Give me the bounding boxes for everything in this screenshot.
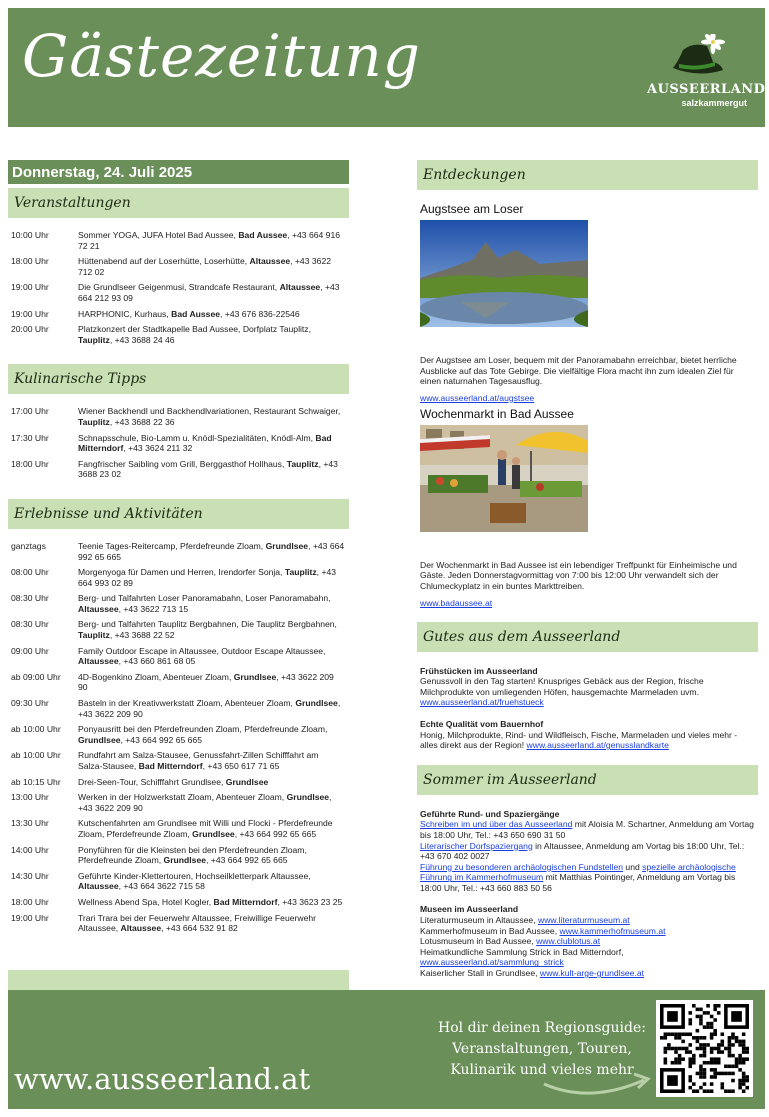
sommer-title: Geführte Rund- und Spaziergänge bbox=[420, 808, 560, 819]
event-location: Altaussee bbox=[120, 923, 162, 934]
event-location: Bad Mitterndorf bbox=[138, 761, 203, 771]
event-time: ganztags bbox=[11, 540, 46, 551]
kult-arge-link[interactable]: www.kult-arge-grundlsee.at bbox=[539, 968, 645, 979]
sommer-text: in Altaussee, Anmeldung am Vortag bis 18:00 Uhr, Tel.: +43 670 402 0027 bbox=[420, 840, 745, 862]
event-description: Geführte Kinder-Klettertouren, Hochseilkletterpark Altaussee, Altaussee, +43 664 3622 715 58 bbox=[78, 870, 311, 892]
gutes-title: Frühstücken im Ausseerland bbox=[420, 665, 538, 676]
event-description: Trari Trara bei der Feuerwehr Altaussee, Freiwillige Feuerwehr Altaussee, Altaussee, +43 664 532 91 82 bbox=[78, 912, 317, 934]
entdeckung-description: Der Augstsee am Loser, bequem mit der Panoramabahn erreichbar, bietet herrliche Ausblicke auf das Tote Gebirge. Die vielfältige Flora macht ihn zum idealen Ziel für einen naturnahen Tagesausflug. bbox=[420, 355, 737, 387]
event-time: 18:00 Uhr bbox=[11, 458, 49, 469]
event-time: 18:00 Uhr bbox=[11, 256, 49, 267]
right-column bbox=[417, 160, 758, 979]
event-location: Altaussee bbox=[249, 256, 291, 267]
gutes-block-fruehstueck bbox=[417, 666, 758, 708]
entdeckung-title: Wochenmarkt in Bad Aussee bbox=[420, 406, 574, 421]
event-location: Grundlsee bbox=[192, 828, 235, 839]
sommer-block-museen bbox=[417, 904, 758, 978]
event-row bbox=[8, 309, 349, 320]
event-description: Family Outdoor Escape in Altaussee, Outdoor Escape Altaussee, Altaussee, +43 660 861 68 05 bbox=[78, 645, 326, 667]
sommer-title: Museen im Ausseerland bbox=[420, 904, 519, 915]
event-location: Tauplitz bbox=[78, 416, 110, 427]
event-time: 08:00 Uhr bbox=[11, 567, 49, 578]
badaussee-link[interactable]: www.badaussee.at bbox=[420, 597, 493, 608]
fundstellen-link[interactable]: Führung zu besonderen archäologischen Fundstellen bbox=[420, 861, 624, 872]
section-heading-gutes: Gutes aus dem Ausseerland bbox=[417, 622, 758, 652]
event-description: Fangfrischer Saibling vom Grill, Berggasthof Hollhaus, Tauplitz, +43 3688 23 02 bbox=[78, 458, 338, 480]
event-row bbox=[8, 433, 349, 454]
event-description: Sommer YOGA, JUFA Hotel Bad Aussee, Bad Aussee, +43 664 916 72 21 bbox=[78, 230, 341, 251]
sommer-text: mit Aloisia M. Schartner, Anmeldung am Vortag bis 18:00 Uhr, Tel.: +43 650 690 31 50 bbox=[420, 819, 754, 840]
event-time: 19:00 Uhr bbox=[11, 308, 49, 319]
event-row bbox=[8, 724, 349, 745]
event-row bbox=[8, 792, 349, 813]
event-location: Grundlsee bbox=[163, 855, 207, 866]
event-location: Grundlsee bbox=[225, 776, 269, 787]
event-time: 19:00 Uhr bbox=[11, 282, 49, 293]
erlebnisse-list bbox=[8, 529, 349, 953]
event-time: 19:00 Uhr bbox=[11, 912, 49, 923]
event-time: 17:30 Uhr bbox=[11, 432, 49, 443]
event-location: Altaussee bbox=[78, 603, 119, 614]
clublotus-link[interactable]: www.clublotus.at bbox=[536, 936, 601, 947]
gutes-block-bauernhof bbox=[417, 719, 758, 751]
section-heading-sommer: Sommer im Ausseerland bbox=[417, 765, 758, 795]
event-row bbox=[8, 871, 349, 892]
logo-name: AUSSEERLAND bbox=[647, 82, 766, 97]
event-location: Grundlsee bbox=[233, 671, 277, 682]
event-time: 17:00 Uhr bbox=[11, 406, 49, 417]
footer-strip bbox=[8, 970, 349, 990]
event-location: Grundlsee bbox=[265, 540, 309, 551]
event-description: Schnapsschule, Bio-Lamm u. Knödl-Spezialitäten, Knödl-Alm, Bad Mitterndorf, +43 3624 211 32 bbox=[78, 432, 332, 454]
kammerhof-fuehrung-link[interactable]: spezielle archäologische Führung im Kammerhofmuseum bbox=[420, 861, 736, 883]
hat-icon bbox=[669, 34, 725, 82]
kammerhofmuseum-link[interactable]: www.kammerhofmuseum.at bbox=[559, 925, 666, 936]
event-location: Altaussee bbox=[78, 656, 119, 667]
event-time: 13:00 Uhr bbox=[11, 792, 49, 803]
event-description: Wiener Backhendl und Backhendlvariationen, Restaurant Schwaiger, Tauplitz, +43 3688 22 36 bbox=[78, 406, 341, 427]
kulinarisch-list bbox=[8, 394, 349, 499]
augstsee-link[interactable]: www.ausseerland.at/augstsee bbox=[420, 392, 535, 403]
event-location: Tauplitz bbox=[78, 630, 110, 641]
event-time: 20:00 Uhr bbox=[11, 324, 49, 335]
wochenmarkt-photo bbox=[420, 425, 588, 532]
event-description: Drei-Seen-Tour, Schifffahrt Grundlsee, Grundlsee bbox=[78, 776, 269, 787]
veranstaltungen-list bbox=[8, 218, 349, 364]
event-description: 4D-Bogenkino Zloam, Abenteuer Zloam, Grundlsee, +43 3622 209 90 bbox=[78, 671, 334, 693]
event-description: Platzkonzert der Stadtkapelle Bad Aussee, Dorfplatz Tauplitz, Tauplitz, +43 3688 24 46 bbox=[78, 324, 311, 345]
event-row bbox=[8, 818, 349, 839]
event-location: Tauplitz bbox=[78, 334, 110, 345]
museum-text: Kaiserlicher Stall in Grundlsee, bbox=[420, 968, 540, 979]
event-time: ab 10:00 Uhr bbox=[11, 750, 61, 761]
event-time: 14:30 Uhr bbox=[11, 870, 49, 881]
event-time: 14:00 Uhr bbox=[11, 844, 49, 855]
event-description: Berg- und Talfahrten Loser Panoramabahn, Loser Panoramabahn, Altaussee, +43 3622 713 15 bbox=[78, 593, 331, 614]
event-location: Grundlsee bbox=[286, 792, 330, 803]
event-time: ab 10:15 Uhr bbox=[11, 776, 61, 787]
augstsee-photo bbox=[420, 220, 588, 327]
event-location: Tauplitz bbox=[284, 567, 317, 578]
event-location: Bad Aussee bbox=[238, 230, 288, 240]
event-description: Berg- und Talfahrten Tauplitz Bergbahnen, Die Tauplitz Bergbahnen, Tauplitz, +43 3688 22 52 bbox=[78, 619, 337, 641]
entdeckung-title: Augstsee am Loser bbox=[420, 202, 524, 216]
event-time: 08:30 Uhr bbox=[11, 593, 49, 604]
header-banner bbox=[8, 8, 765, 127]
event-row bbox=[8, 567, 349, 588]
schreiben-link[interactable]: Schreiben im und über das Ausseerland bbox=[420, 819, 573, 830]
section-heading-entdeckungen: Entdeckungen bbox=[417, 160, 758, 190]
event-location: Altaussee bbox=[279, 282, 321, 293]
event-description: Ponyführen für die Kleinsten bei den Pferdefreunden Zloam, Pferdefreunde Zloam, Grundlsee, +43 664 992 65 665 bbox=[78, 844, 307, 866]
gutes-text: Genussvoll in den Tag starten! Knuspriges Gebäck aus der Region, frische Milchprodukte von umliegenden Höfen, hausgemachte Marmeladen uvm. bbox=[420, 676, 704, 697]
event-row bbox=[8, 541, 349, 562]
event-row bbox=[8, 913, 349, 934]
left-column bbox=[8, 160, 349, 953]
event-description: HARPHONIC, Kurhaus, Bad Aussee, +43 676 836-22546 bbox=[78, 308, 300, 319]
event-location: Bad Mitterndorf bbox=[78, 432, 332, 454]
event-row bbox=[8, 619, 349, 640]
event-description: Teenie Tages-Reitercamp, Pferdefreunde Zloam, Grundlsee, +43 664 992 65 665 bbox=[78, 540, 345, 562]
museum-text: Lotusmuseum in Bad Aussee, bbox=[420, 936, 537, 947]
event-location: Tauplitz bbox=[286, 458, 319, 469]
event-time: ab 09:00 Uhr bbox=[11, 671, 61, 682]
page-title: Gästezeitung bbox=[22, 22, 421, 90]
event-row bbox=[8, 897, 349, 908]
guide-line: Veranstaltungen, Touren, bbox=[452, 1041, 632, 1057]
event-location: Bad Aussee bbox=[171, 308, 221, 319]
museum-text: Kammerhofmuseum in Bad Aussee, bbox=[420, 925, 560, 936]
footer-banner bbox=[8, 990, 765, 1109]
dorfspaziergang-link[interactable]: Literarischer Dorfspaziergang bbox=[420, 840, 533, 851]
literaturmuseum-link[interactable]: www.literaturmuseum.at bbox=[537, 915, 630, 926]
event-row bbox=[8, 672, 349, 693]
event-description: Kutschenfahrten am Grundlsee mit Willi und Flocki - Pferdefreunde Zloam, Pferdefreunde Zloam, Grundlsee, +43 664 992 65 665 bbox=[78, 818, 333, 839]
footer-url[interactable]: www.ausseerland.at bbox=[14, 1062, 311, 1096]
gutes-title: Echte Qualität vom Bauernhof bbox=[420, 718, 544, 729]
section-heading-veranstaltungen: Veranstaltungen bbox=[8, 188, 349, 218]
date-heading: Donnerstag, 24. Juli 2025 bbox=[8, 160, 349, 184]
qr-code[interactable] bbox=[656, 1000, 753, 1097]
event-description: Ponyausritt bei den Pferdefreunden Zloam, Pferdefreunde Zloam, Grundlsee, +43 664 992 65 665 bbox=[78, 724, 328, 745]
event-time: 13:30 Uhr bbox=[11, 818, 49, 829]
event-row bbox=[8, 646, 349, 667]
arrow-icon bbox=[540, 1070, 656, 1100]
event-row bbox=[8, 230, 349, 251]
event-description: Die Grundlseer Geigenmusi, Strandcafe Restaurant, Altaussee, +43 664 212 93 09 bbox=[78, 282, 340, 303]
entdeckung-description: Der Wochenmarkt in Bad Aussee ist ein lebendiger Treffpunkt für Einheimische und Gäste. Jeden Donnerstagvormittag von 7:00 bis 12:00 Uhr verwandelt sich der Chlumeckyplatz in ein buntes Markttreiben. bbox=[420, 559, 737, 591]
event-time: 09:30 Uhr bbox=[11, 698, 49, 709]
logo-subtitle: salzkammergut bbox=[681, 98, 747, 108]
event-description: Morgenyoga für Damen und Herren, Irendorfer Sonja, Tauplitz, +43 664 993 02 89 bbox=[78, 567, 337, 588]
event-description: Basteln in der Kreativwerkstatt Zloam, Abenteuer Zloam, Grundlsee, +43 3622 209 90 bbox=[78, 698, 341, 719]
event-time: ab 10:00 Uhr bbox=[11, 724, 61, 735]
museum-text: Literaturmuseum in Altaussee, bbox=[420, 915, 538, 926]
event-row bbox=[8, 282, 349, 303]
sommer-block-spaziergaenge bbox=[417, 809, 758, 894]
event-row bbox=[8, 324, 349, 345]
event-row bbox=[8, 845, 349, 866]
museum-text: Heimatkundliche Sammlung Strick in Bad Mitterndorf, bbox=[420, 946, 624, 957]
qr-code-icon bbox=[660, 1004, 749, 1093]
event-location: Altaussee bbox=[78, 881, 119, 892]
event-time: 08:30 Uhr bbox=[11, 619, 49, 630]
event-time: 18:00 Uhr bbox=[11, 896, 49, 907]
genusslandkarte-link[interactable]: www.ausseerland.at/genusslandkarte bbox=[526, 740, 669, 751]
gutes-text: Honig, Milchprodukte, Rind- und Wildfleisch, Fische, Marmeladen und vieles mehr - alles direkt aus der Region! bbox=[420, 729, 738, 751]
event-time: 10:00 Uhr bbox=[11, 230, 49, 240]
event-location: Grundlsee bbox=[295, 698, 338, 709]
sammlung-strick-link[interactable]: www.ausseerland.at/sammlung_strick bbox=[420, 957, 564, 968]
event-row bbox=[8, 459, 349, 480]
section-heading-erlebnisse: Erlebnisse und Aktivitäten bbox=[8, 499, 349, 529]
event-row bbox=[8, 406, 349, 427]
guide-line: Hol dir deinen Regionsguide: bbox=[438, 1020, 646, 1036]
event-description: Wellness Abend Spa, Hotel Kogler, Bad Mitterndorf, +43 3623 23 25 bbox=[78, 896, 343, 907]
sommer-text: und bbox=[623, 861, 643, 872]
event-description: Rundfahrt am Salza-Stausee, Genussfahrt-Zillen Schifffahrt am Salza-Stausee, Bad Mitterndorf, +43 650 617 71 65 bbox=[78, 750, 319, 771]
event-row bbox=[8, 593, 349, 614]
event-row bbox=[8, 256, 349, 277]
event-location: Grundlsee bbox=[78, 734, 121, 745]
fruehstueck-link[interactable]: www.ausseerland.at/fruehstueck bbox=[420, 697, 544, 708]
section-heading-kulinarisch: Kulinarische Tipps bbox=[8, 364, 349, 394]
event-location: Bad Mitterndorf bbox=[213, 896, 278, 907]
sommer-text: mit Matthias Pointinger, Anmeldung am Vortag bis 18:00 Uhr, Tel.: +43 660 883 50 56 bbox=[420, 872, 736, 893]
event-row bbox=[8, 777, 349, 788]
event-description: Hüttenabend auf der Loserhütte, Loserhütte, Altaussee, +43 3622 712 02 bbox=[78, 256, 331, 277]
event-description: Werken in der Holzwerkstatt Zloam, Abenteuer Zloam, Grundlsee, +43 3622 209 90 bbox=[78, 792, 332, 813]
event-row bbox=[8, 750, 349, 771]
ausseerland-logo bbox=[647, 34, 766, 112]
event-time: 09:00 Uhr bbox=[11, 645, 49, 656]
event-row bbox=[8, 698, 349, 719]
guide-line: Kulinarik und vieles mehr bbox=[450, 1062, 634, 1078]
